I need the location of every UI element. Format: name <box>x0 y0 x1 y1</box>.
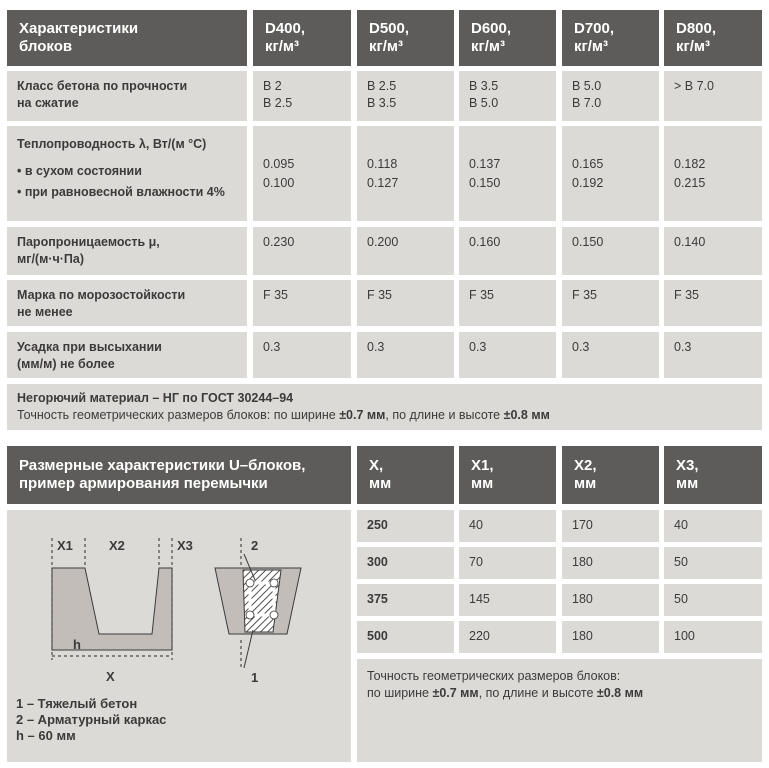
label-x1: X1 <box>57 538 73 553</box>
header-x2: X2, мм <box>562 446 659 504</box>
value-cell: 0.160 <box>459 227 556 275</box>
value-cell: 180 <box>562 547 659 579</box>
value-cell: 500 <box>357 621 454 653</box>
accuracy-note-line1: Точность геометрических размеров блоков: <box>367 669 621 683</box>
label-x: X <box>106 669 115 684</box>
accuracy-note-line2: по ширине ±0.7 мм, по длине и высоте ±0.8 мм <box>367 686 644 700</box>
value-cell: B 3.5 B 5.0 <box>459 71 556 121</box>
label-h: h <box>73 637 81 652</box>
row-label-frost: Марка по морозостойкости не менее <box>7 280 247 326</box>
bullet-humid: • при равновесной влажности 4% <box>17 185 225 199</box>
value-cell: 100 <box>664 621 762 653</box>
value-cell: 50 <box>664 584 762 616</box>
value-cell: 0.200 <box>357 227 454 275</box>
bullet-dry: • в сухом состоянии <box>17 164 142 178</box>
header-x1: X1, мм <box>459 446 556 504</box>
header-d500: D500, кг/м³ <box>357 10 454 66</box>
value-cell: 0.118 0.127 <box>357 126 454 221</box>
thermal-title: Теплопроводность λ, Вт/(м °С) <box>17 137 207 151</box>
header-d700: D700, кг/м³ <box>562 10 659 66</box>
header-u-blocks: Размерные характеристики U–блоков, пример армирования перемычки <box>7 446 351 504</box>
value-cell: 0.230 <box>253 227 351 275</box>
header-characteristics: Характеристики блоков <box>7 10 247 66</box>
legend-heavy-concrete: 1 – Тяжелый бетон <box>16 696 138 711</box>
value-cell: 70 <box>459 547 556 579</box>
header-d400: D400, кг/м³ <box>253 10 351 66</box>
u-block-section <box>52 568 172 650</box>
value-cell: 0.3 <box>562 332 659 378</box>
table1-note <box>7 384 762 430</box>
value-cell: 0.3 <box>664 332 762 378</box>
value-cell: B 2 B 2.5 <box>253 71 351 121</box>
value-cell: F 35 <box>459 280 556 326</box>
label-n2: 2 <box>251 538 259 553</box>
value-cell: F 35 <box>357 280 454 326</box>
value-cell: 180 <box>562 621 659 653</box>
value-cell: B 2.5 B 3.5 <box>357 71 454 121</box>
header-d800: D800, кг/м³ <box>664 10 762 66</box>
value-cell: 40 <box>459 510 556 542</box>
diagram-legend <box>16 696 166 744</box>
value-cell: 0.095 0.100 <box>253 126 351 221</box>
table2-note <box>357 659 762 762</box>
header-x3: X3, мм <box>664 446 762 504</box>
value-cell: F 35 <box>253 280 351 326</box>
label-x3: X3 <box>177 538 193 553</box>
value-cell: 0.3 <box>253 332 351 378</box>
value-cell: 0.140 <box>664 227 762 275</box>
value-cell: 170 <box>562 510 659 542</box>
value-cell: 0.165 0.192 <box>562 126 659 221</box>
row-label-vapour: Паропроницаемость μ, мг/(м·ч·Па) <box>7 227 247 275</box>
accuracy-note: Точность геометрических размеров блоков: по ширине ±0.7 мм, по длине и высоте ±0.8 мм <box>17 408 550 422</box>
value-cell: 0.3 <box>459 332 556 378</box>
value-cell: B 5.0 B 7.0 <box>562 71 659 121</box>
value-cell: 0.182 0.215 <box>664 126 762 221</box>
diagram-panel <box>7 510 351 762</box>
label-x2: X2 <box>109 538 125 553</box>
row-label-shrinkage: Усадка при высыхании (мм/м) не более <box>7 332 247 378</box>
value-cell: > B 7.0 <box>664 71 762 121</box>
fire-note: Негорючий материал – НГ по ГОСТ 30244–94 <box>17 391 294 405</box>
header-x: X, мм <box>357 446 454 504</box>
row-label-strength: Класс бетона по прочности на сжатие <box>7 71 247 121</box>
value-cell: 0.3 <box>357 332 454 378</box>
value-cell: 0.137 0.150 <box>459 126 556 221</box>
value-cell: 50 <box>664 547 762 579</box>
value-cell: 300 <box>357 547 454 579</box>
legend-reinforcement: 2 – Арматурный каркас <box>16 712 167 727</box>
value-cell: 145 <box>459 584 556 616</box>
header-d600: D600, кг/м³ <box>459 10 556 66</box>
value-cell: F 35 <box>664 280 762 326</box>
value-cell: 180 <box>562 584 659 616</box>
value-cell: 40 <box>664 510 762 542</box>
row-label-thermal <box>7 126 247 221</box>
value-cell: 0.150 <box>562 227 659 275</box>
value-cell: 250 <box>357 510 454 542</box>
value-cell: 375 <box>357 584 454 616</box>
legend-h: h – 60 мм <box>16 728 76 743</box>
value-cell: 220 <box>459 621 556 653</box>
label-n1: 1 <box>251 670 259 685</box>
value-cell: F 35 <box>562 280 659 326</box>
